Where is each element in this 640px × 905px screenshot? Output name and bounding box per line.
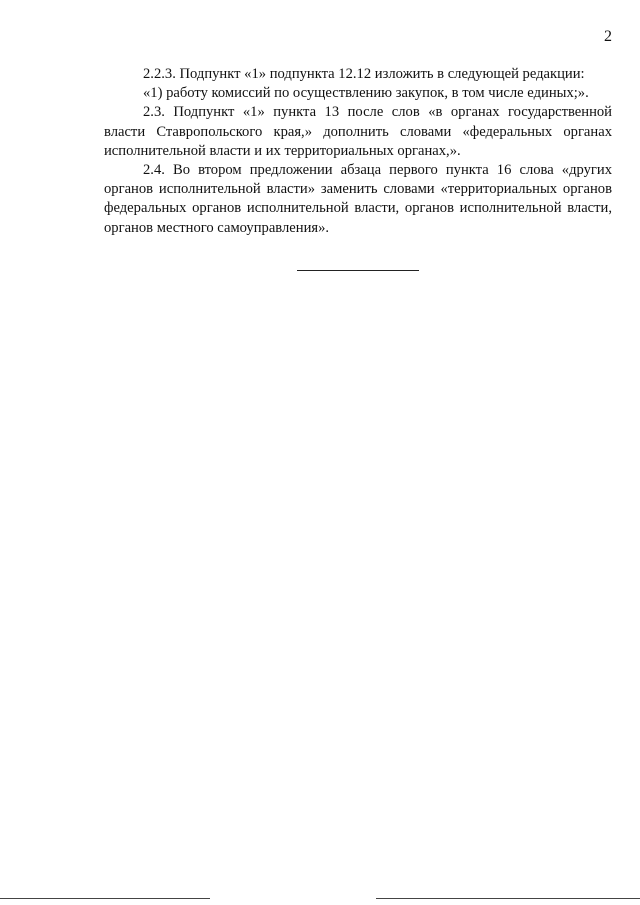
paragraph-2-2-3: 2.2.3. Подпункт «1» подпункта 12.12 изложить в следующей редакции: [143,66,585,82]
paragraph-2-3: 2.3. Подпункт «1» пункта 13 после слов «в органах государственной власти Ставропольского края,» дополнить словами «федеральных органах исполнительной власти и их территориальных органах,». [104,104,612,159]
paragraph-2-4: 2.4. Во втором предложении абзаца первого пункта 16 слова «других органов исполнительной власти» заменить словами «территориальных органов федеральных органов исполнительной власти, органов исполнительной власти, органов местного самоуправления». [104,162,612,236]
document-body [104,65,612,238]
scan-edge-line-left [0,898,210,899]
page-number: 2 [604,28,612,45]
scan-edge-line-right [376,898,640,899]
paragraph-amendment-text: «1) работу комиссий по осуществлению закупок, в том числе единых;». [143,85,589,102]
end-separator-line [297,270,419,271]
